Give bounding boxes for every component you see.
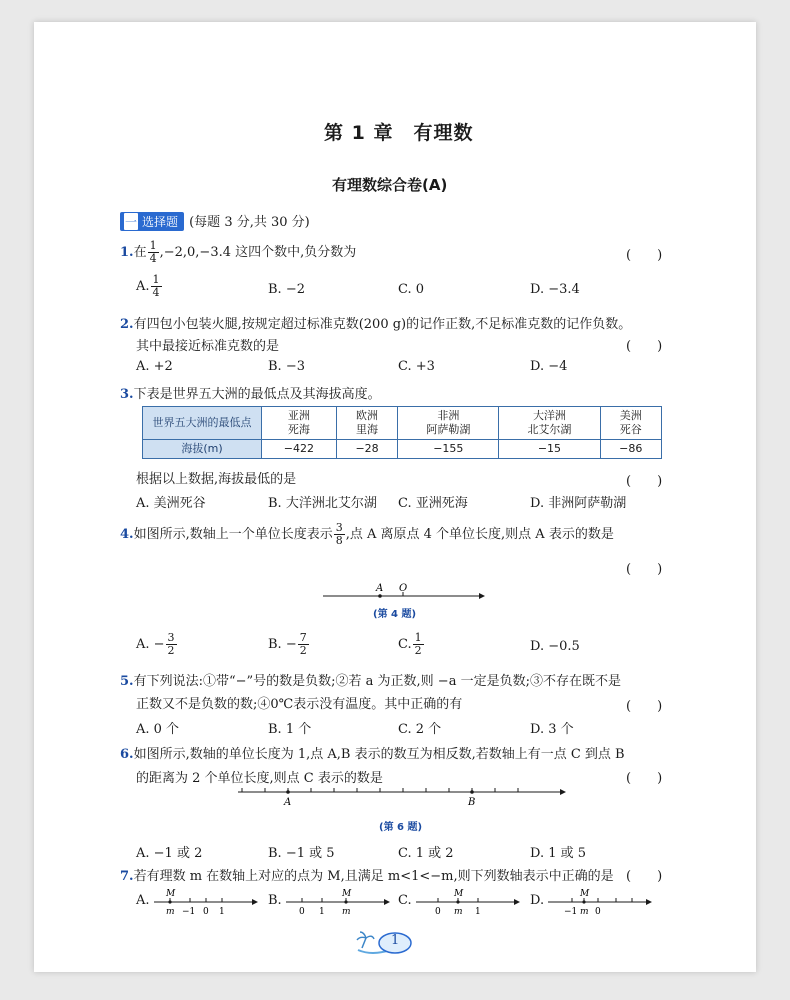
col-oceania-l1: 大洋洲 [532,409,566,422]
q5-line2: 正数又不是负数的数;④0℃表示没有温度。其中正确的有 [136,697,463,712]
q6-caption: (第 6 题) [379,822,423,833]
q2-number: 2. [120,317,134,332]
q1-a-fraction [151,274,162,299]
q4-b-num: 7 [299,631,307,644]
q4-a-fraction [166,632,177,657]
q4-a-num: 3 [167,631,175,644]
q4-number: 4. [120,527,134,542]
q7d-point-m [582,900,585,903]
section-name: 选择题 [142,215,179,229]
q7-option-d-line[interactable] [546,886,654,918]
q4-fraction [334,522,345,547]
q6-label-b: B [468,797,476,808]
q6-ticks [242,788,518,792]
q7-option-d-label[interactable]: D. [530,893,545,908]
q4-c-den: 2 [414,644,422,657]
q3-option-d[interactable]: D. 非洲阿萨勒湖 [530,496,627,511]
q6-option-b[interactable]: B. −1 或 5 [268,846,335,861]
q4-stem [120,522,614,547]
q5-option-c[interactable]: C. 2 个 [398,722,442,737]
q3-table [142,406,662,459]
q4-b-label: B. − [268,637,297,652]
q4-b-fraction [298,632,309,657]
q4-number-line [319,580,489,602]
q1-fraction [148,240,159,265]
q4-arrow [479,593,485,599]
q2-option-c[interactable]: C. +3 [398,359,435,374]
q1-option-c[interactable]: C. 0 [398,282,425,297]
q7c-tick-label: 0 [435,907,441,917]
q5-option-b[interactable]: B. 1 个 [268,722,312,737]
q2-option-a[interactable]: A. +2 [136,359,173,374]
q7d-tick-label: m [580,907,589,917]
q1-a-num: 1 [152,273,160,286]
q6-label-a: A [284,797,292,808]
col-africa-l2: 阿萨勒湖 [426,423,471,436]
q7c-tick-label: 1 [475,907,481,917]
q7b-point-m [344,900,347,903]
q4-label-a: A [376,583,384,594]
q7a-tick-label: m [166,907,175,917]
q7b-tick-label: 1 [319,907,325,917]
q4-frac-den: 8 [335,534,343,547]
q7c-point-m [456,900,459,903]
col-africa-l1: 非洲 [437,409,460,422]
q5-number: 5. [120,674,134,689]
q2-answer-paren[interactable]: ( ) [626,339,663,354]
q7-option-c-label[interactable]: C. [398,893,412,908]
q7d-label-m: M [580,889,590,899]
q7c-tick-label: m [454,907,463,917]
q7a-tick-label: 1 [219,907,225,917]
q7-number: 7. [120,869,134,884]
table-col-europe [336,407,397,440]
q4-c-label: C. [398,637,412,652]
q5-answer-paren[interactable]: ( ) [626,699,663,714]
q2-option-d[interactable]: D. −4 [530,359,568,374]
q3-option-b[interactable]: B. 大洋洲北艾尔湖 [268,496,377,511]
q7a-arrow [252,899,258,905]
worksheet-page [34,22,756,972]
q4-pre: 如图所示,数轴上一个单位长度表示 [133,527,333,542]
q7-text1: 若有理数 m 在数轴上对应的点为 M,且满足 m<1<−m,则下列数轴表示中正确的是 [133,869,614,884]
q5-option-a[interactable]: A. 0 个 [136,722,180,737]
q6-line1 [120,743,625,762]
q5-line1 [120,670,621,689]
col-oceania-l2: 北艾尔湖 [527,423,572,436]
q3-option-a[interactable]: A. 美洲死谷 [136,496,206,511]
section-number: 一 [124,215,137,229]
q2-text1: 有四包小包装火腿,按规定超过标准克数(200 g)的记作正数,不足标准克数的记作负数。 [133,317,632,332]
chapter-title: 第 1 章 有理数 [324,122,474,144]
q2-line1 [120,313,631,332]
q6-line2: 的距离为 2 个单位长度,则点 C 表示的数是 [136,771,383,786]
q1-option-a[interactable] [136,274,163,299]
table-row-head-2: 海拔(m) [143,440,262,459]
q4-a-den: 2 [167,644,175,657]
q7d-tick-label: 0 [595,907,601,917]
q5-text1: 有下列说法:①带“−”号的数是负数;②若 a 为正数,则 −a 一定是负数;③不存在既不是 [133,674,621,689]
q4-point-a [378,594,382,598]
q6-answer-paren[interactable]: ( ) [626,771,663,786]
table-row-head-1: 世界五大洲的最低点 [143,407,262,440]
q1-frac-num: 1 [149,239,157,252]
q2-option-b[interactable]: B. −3 [268,359,305,374]
q6-number-line [234,784,570,808]
col-asia-l2: 死海 [287,423,310,436]
table-cell: −28 [336,440,397,459]
palm-tree-icon [352,928,414,956]
q1-option-b[interactable]: B. −2 [268,282,305,297]
q6-text1: 如图所示,数轴的单位长度为 1,点 A,B 表示的数互为相反数,若数轴上有一点 C 到点 B [133,747,625,762]
table-col-oceania [499,407,600,440]
q5-option-d[interactable]: D. 3 个 [530,722,574,737]
q4-label-o: O [399,583,408,594]
q7-option-a-line[interactable] [152,886,260,918]
q4-caption: (第 4 题) [373,609,417,620]
page-number: 1 [391,933,400,948]
table-cell: −86 [600,440,662,459]
q6-point-b [470,790,474,794]
q6-point-a [286,790,290,794]
section-header [120,211,310,231]
table-col-america [600,407,662,440]
q7b-tick-label: m [342,907,351,917]
q7c-arrow [514,899,520,905]
q6-option-a[interactable]: A. −1 或 2 [136,846,203,861]
col-america-l1: 美洲 [619,409,642,422]
q7-line1 [120,865,614,884]
q7a-label-m: M [166,889,176,899]
section-badge [120,212,184,231]
q1-post: ,−2,0,−3.4 这四个数中,负分数为 [159,245,357,260]
q1-answer-paren[interactable]: ( ) [626,248,663,263]
q6-number: 6. [120,747,134,762]
q7-answer-paren[interactable]: ( ) [626,869,663,884]
q4-b-den: 2 [299,644,307,657]
section-note: (每题 3 分,共 30 分) [189,215,310,230]
q1-frac-den: 4 [149,252,157,265]
q7d-arrow [646,899,652,905]
q7a-tick-label: −1 [182,907,196,917]
q1-a-label: A. [136,279,150,294]
q1-stem [120,240,356,265]
table-cell: −15 [499,440,600,459]
q4-option-d[interactable]: D. −0.5 [530,639,580,654]
q4-option-b[interactable] [268,632,310,657]
paper-title: 有理数综合卷(A) [332,176,448,194]
col-europe-l2: 里海 [356,423,379,436]
q3-text1: 下表是世界五大洲的最低点及其海拔高度。 [133,387,381,402]
q7b-label-m: M [342,889,352,899]
q1-a-den: 4 [152,286,160,299]
q1-number: 1. [120,245,134,260]
q4-c-num: 1 [414,631,422,644]
col-america-l2: 死谷 [619,423,642,436]
q1-option-d[interactable]: D. −3.4 [530,282,580,297]
q7-option-b-label[interactable]: B. [268,893,282,908]
q4-answer-paren[interactable]: ( ) [626,562,663,577]
q4-option-a[interactable] [136,632,178,657]
q1-pre: 在 [133,245,147,260]
q7-option-c-line[interactable] [414,886,522,918]
q7b-arrow [384,899,390,905]
q4-c-fraction [413,632,424,657]
q3-line2: 根据以上数据,海拔最低的是 [136,472,297,487]
q6-option-d[interactable]: D. 1 或 5 [530,846,587,861]
q7c-label-m: M [454,889,464,899]
q3-answer-paren[interactable]: ( ) [626,474,663,489]
q4-a-label: A. − [136,637,165,652]
q7b-tick-label: 0 [299,907,305,917]
table-cell: −155 [398,440,499,459]
col-europe-l1: 欧洲 [356,409,379,422]
q3-line1 [120,383,381,402]
q7a-point-m [168,900,171,903]
q7a-tick-label: 0 [203,907,209,917]
q4-option-c[interactable] [398,632,425,657]
q3-option-c[interactable]: C. 亚洲死海 [398,496,468,511]
table-col-asia [262,407,337,440]
q6-arrow [560,789,566,795]
table-cell: −422 [262,440,337,459]
q3-number: 3. [120,387,134,402]
col-asia-l1: 亚洲 [287,409,310,422]
q4-post: ,点 A 离原点 4 个单位长度,则点 A 表示的数是 [345,527,614,542]
q7-option-b-line[interactable] [284,886,392,918]
table-col-africa [398,407,499,440]
q7d-tick-label: −1 [564,907,578,917]
page-number-badge [352,928,414,956]
q4-frac-num: 3 [335,521,343,534]
q2-line2: 其中最接近标准克数的是 [136,339,280,354]
q7-option-a-label[interactable]: A. [136,893,150,908]
q6-option-c[interactable]: C. 1 或 2 [398,846,454,861]
